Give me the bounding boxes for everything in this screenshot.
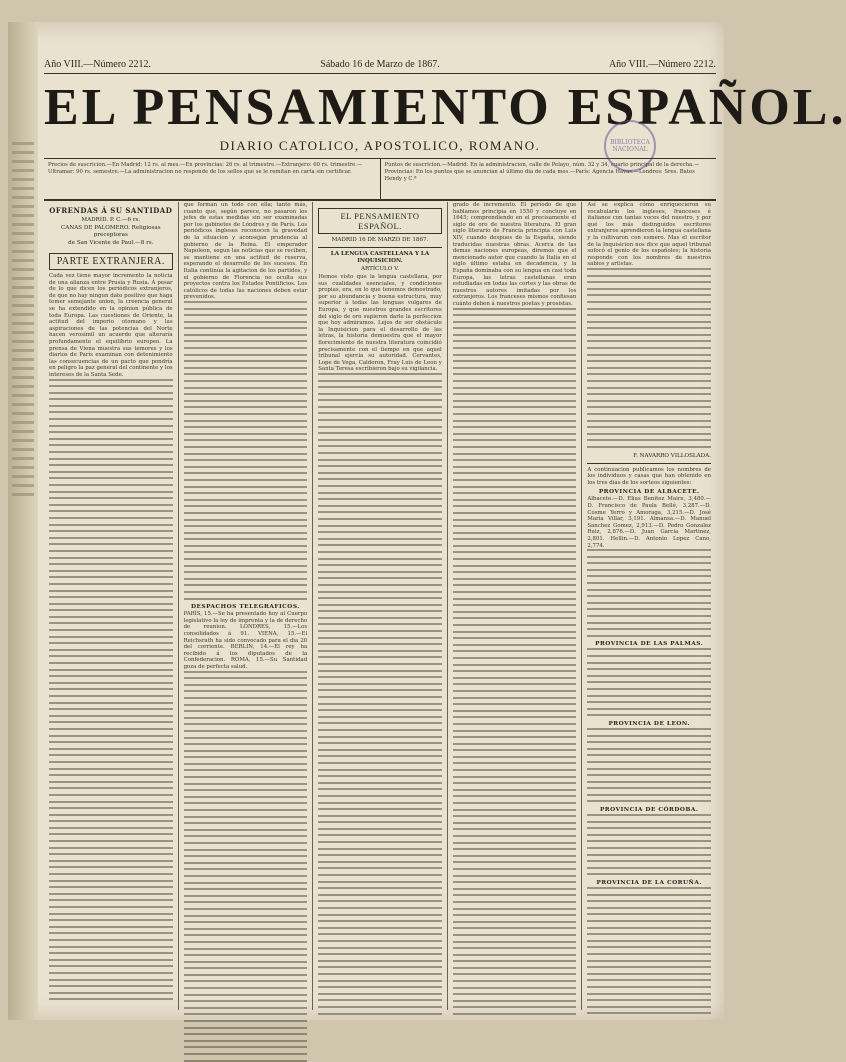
column-text-lines	[453, 308, 577, 1016]
telegraph-dispatches: PARÍS, 15.—Se ha presentado hoy al Cuerpo legislativo la ley de imprenta y la de derecho de reunion. LÓNDRES, 15.—Los consolidados á 91. VIENA, 15.—El Reichsrath ha sido convocado para el dia 20 del corriente. BERLIN, 14.—El rey ha recibido á los diputados de la Confederacion. ROMA, 15.—Su Santidad goza de perfecta salud.	[183, 611, 308, 670]
page-content	[44, 22, 846, 1020]
article-conclusion: Así se explica cómo enriquecieron su vocabulario los ingleses, franceses é italianos con tantas voces del nuestro, y por qué los más distinguidos escritores extranjeros aprendieron la lengua castellana y la cultivaron con esmero. Mas el escritor de la Inquisicion nos dice que aquel tribunal sofocó el genio de los españoles; la historia responde con los nombres de nuestros sabios y artistas.	[587, 202, 711, 268]
column-text-lines	[318, 373, 442, 1015]
telegraph-heading: DESPACHOS TELEGRAFICOS.	[190, 604, 300, 611]
province-heading: PROVINCIA DE LA CORUÑA.	[596, 880, 702, 886]
column-3	[312, 202, 447, 1010]
column-2	[178, 202, 313, 1010]
editorial-section-heading: EL PENSAMIENTO ESPAÑOL.	[318, 208, 442, 234]
subscription-prices: Precios de suscricion.—En Madrid: 12 rs. al mes.—En provincias: 26 rs. al trimestre.—Extranjero: 60 rs. trimestre.—Ultramar: 90 rs. semestre.—La administracion no responde de los sellos que se le remitan en carta sin certificar.	[48, 162, 363, 175]
divider	[587, 463, 711, 464]
issue-date: Sábado 16 de Marzo de 1867.	[320, 58, 440, 70]
article-title: LA LENGUA CASTELLANA Y LA INQUISICION.	[330, 251, 430, 264]
editorial-dateline: MADRID 16 DE MARZO DE 1867.	[331, 237, 429, 243]
subscription-terms	[44, 158, 716, 201]
gutter-text-remnants	[12, 142, 34, 502]
divider	[318, 247, 442, 248]
article-columns	[44, 202, 716, 1010]
column-text-lines	[184, 671, 308, 1062]
column-text-lines	[587, 549, 711, 637]
offerings-heading: OFRENDAS Á SU SANTIDAD	[49, 206, 173, 215]
article-signature: F. NAVARRO VILLOSLADA.	[633, 452, 711, 459]
province-heading: PROVINCIA DE ALBACETE.	[598, 489, 700, 496]
newspaper-page	[8, 22, 846, 1020]
newspaper-title: EL PENSAMIENTO ESPAÑOL.	[44, 79, 846, 136]
column-text-lines	[587, 268, 711, 448]
column-4	[447, 202, 582, 1010]
column-1	[44, 202, 178, 1010]
column-5	[581, 202, 716, 1010]
library-stamp: BIBLIOTECA NACIONAL	[604, 120, 656, 172]
offering-line: de San Vicente de Paul.—8 rs.	[68, 240, 154, 246]
newspaper-subtitle: DIARIO CATOLICO, APOSTOLICO, ROMANO.	[219, 138, 541, 153]
issue-line	[44, 57, 716, 74]
column-text-lines	[49, 379, 173, 1001]
column-text-lines	[587, 814, 711, 875]
offering-line: MADRID. P. C.—6 rs.	[81, 217, 141, 223]
subscription-points: Puntos de suscricion.—Madrid: En la administracion, calle de Pelayo, núm. 32 y 34, cuarto principal de la derecha.—Provincias: En los puntos que se anuncian al último dia de cada mes.—París: Agencia Havas.—Londres: Sres. Bates Hendy y C.ª	[380, 159, 717, 199]
column-text-lines	[587, 728, 711, 803]
article-text: Hemos visto que la lengua castellana, por sus cualidades esenciales, y condiciones propias, era, en lo que tenemos demostrado, por su abundancia y buena estructura, muy superior á todas las lenguas vulgares de Europa, y que nuestros grandes escritores del siglo de oro supieron darle la perfeccion que hoy admiramos. Lejos de ser obstáculo la Inquisicion para el desarrollo de las letras, la historia demuestra que el mayor florecimiento de nuestra literatura coincidió precisamente con el tiempo en que aquel tribunal ejercia su autoridad. Cervantes, Lope de Vega, Calderon, Fray Luis de Leon y Santa Teresa escribieron bajo su vigilancia.	[318, 274, 442, 373]
column-text-lines	[587, 887, 711, 1014]
column-text-lines	[184, 301, 308, 600]
province-heading: PROVINCIA DE LAS PALMAS.	[595, 641, 704, 648]
foreign-section-heading: PARTE EXTRANJERA.	[49, 253, 173, 270]
lottery-list: Albacete.—D. Elias Benitez Maire, 3,480.—D. Francisco de Paula Bellé, 3,287.—D. Cosme Yerro y Amoraga, 3,215.—D. José Maria Villar, 3,191. Almansa.—D. Manuel Sanchez Gomez, 2,913.—D. Pedro Gonzalez Ruiz, 2,876.—D. Juan Garcia Martinez, 2,801. Hellin.—D. Antonio Lopez Cano, 2,774.	[587, 496, 711, 549]
lottery-intro: A continuacion publicamos los nombres de los individuos y casas que han obtenido en los tres dias de los sorteos siguientes:	[587, 466, 711, 486]
issue-number-right: Año VIII.—Número 2212.	[608, 58, 716, 70]
column-2-text: que forman un todo con ella; tanto más, cuanto que, según parece, no pasaron los jefes de estas medidas sin ser examinadas por los gabinetes de Lóndres y de París. Los periódicos ingleses reconocen la gravedad de la situacion y aconsejan prudencia al gobierno de la Reina. El emperador Napoleon, segun las noticias que se reciben, se mantiene en una actitud de reserva, esperando el desarrollo de los sucesos. En Italia continúa la agitacion de los partidos, y el gobierno de Florencia no oculta sus proyectos contra los Estados Pontificios. Los católicos de todas las naciones deben estar prevenidos.	[183, 202, 308, 301]
offering-line: CANAS DE PALOMERO. Religiosas preceptoras	[61, 225, 161, 238]
foreign-news-text: Cada vez tiene mayor incremento la noticia de una alianza entre Prusia y Rusia. Á pesar de lo que dicen los periódicos extranjeros, de que no hay ningun dato positivo que haga temer semejante union, la creencia general se ha extendido en la opinion pública de toda Europa. Las cuestiones de Oriente, la actitud del imperio otomano y las aspiraciones de las potencias del Norte hacen verosímil un acuerdo que alteraría profundamente el equilibrio europeo. La prensa de Viena muestra sus temores y los diarios de París examinan con detenimiento las consecuencias de un pacto que pondría en peligro la paz general del continente y los intereses de la Santa Sede.	[49, 273, 173, 378]
province-heading: PROVINCIA DE LEON.	[608, 720, 690, 727]
issue-number-left: Año VIII.—Número 2212.	[44, 58, 152, 70]
article-continuation: grado de incremento. El período de que hablamos principia en 1550 y concluye en 1645; comprendiendo en el precisamente el siglo de oro de nuestra literatura. El gran siglo literario de Francia principia con Luis XIV, cuando despues de la España, siendo traducidas nuestras obras. Acerca de las demas naciones europeas, diremos que el mencionado autor que cuando la Italia en el siglo último estaba en decadencia, y la España dominaba con su lengua en casi toda Europa, las letras castellanas eran estudiadas en todas las cortes y las obras de nuestros autores imitadas por los extranjeros. Los franceses mismos confiesan cuánto deben á nuestros poetas y prosistas.	[452, 202, 577, 307]
province-heading: PROVINCIA DE CÓRDOBA.	[599, 807, 699, 814]
article-part: ARTÍCULO V.	[360, 266, 399, 272]
column-text-lines	[587, 648, 711, 716]
binding-gutter	[8, 22, 38, 1020]
